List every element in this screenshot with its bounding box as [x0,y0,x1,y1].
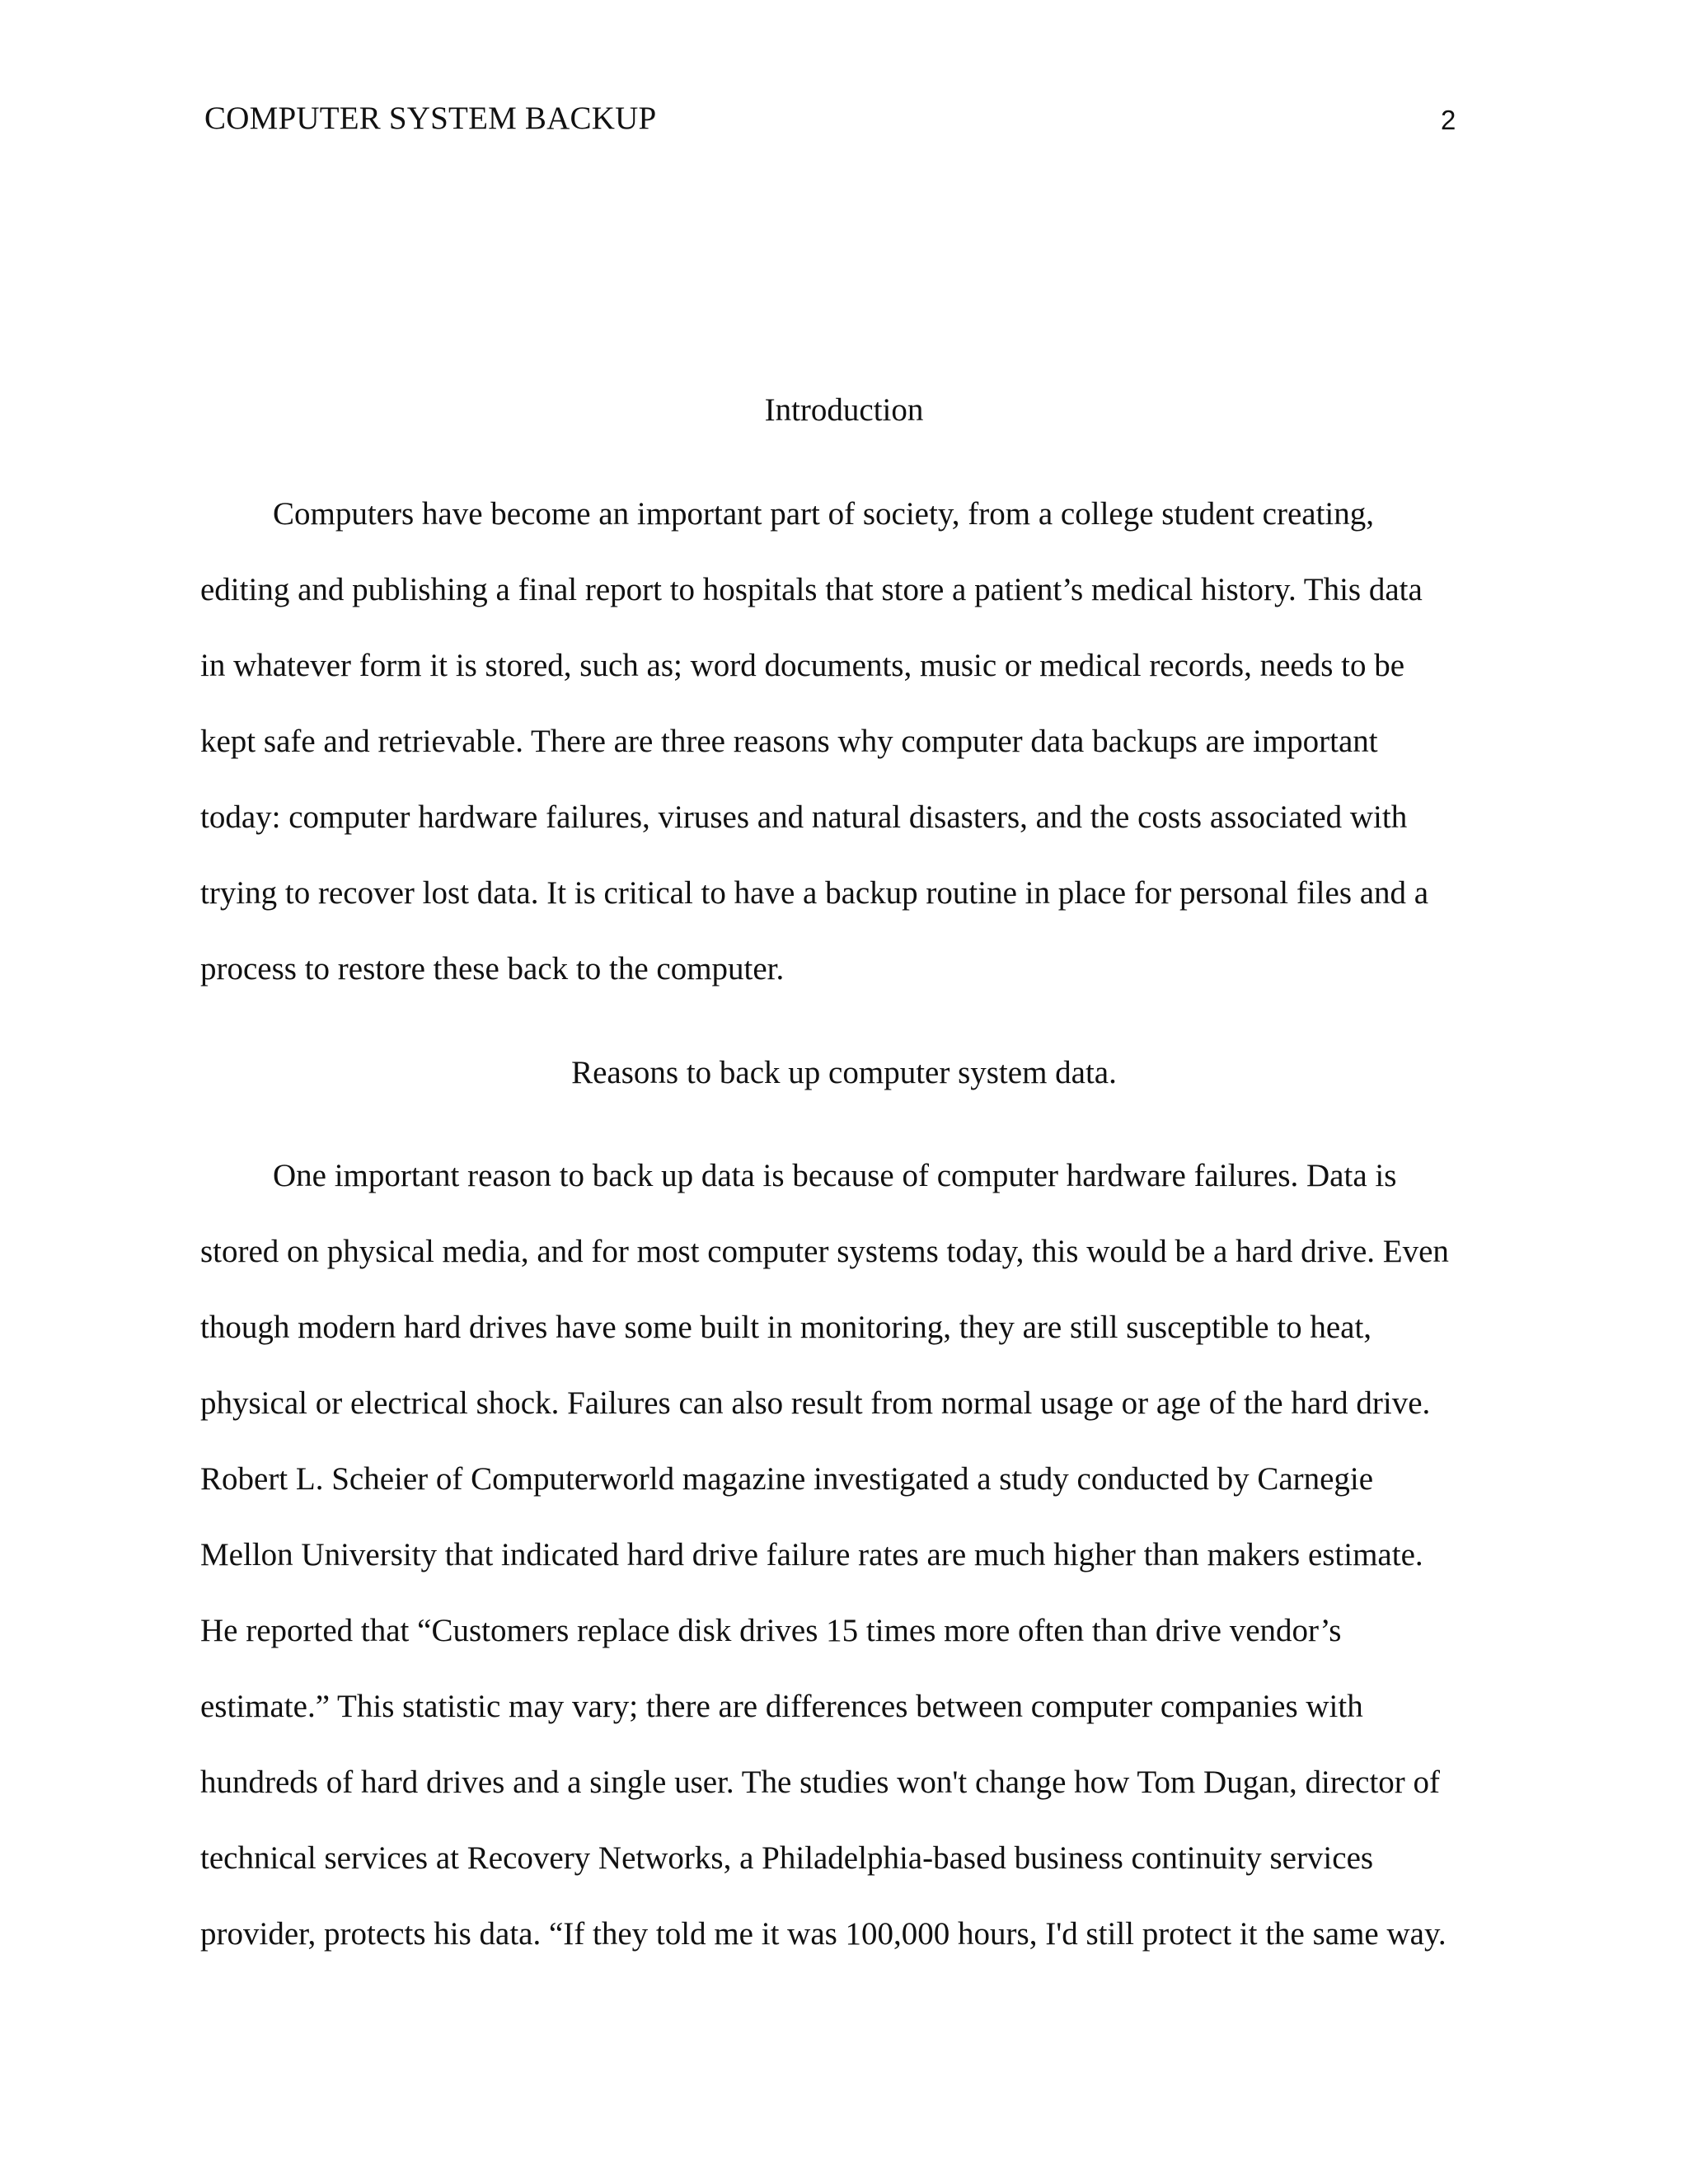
page-number: 2 [1441,105,1456,135]
section-heading-reasons: Reasons to back up computer system data. [571,1055,1117,1090]
text-line: process to restore these back to the computer. [200,951,785,987]
text-line: Mellon University that indicated hard drive failure rates are much higher than makers estimate. [200,1537,1423,1572]
text-line: Computers have become an important part of society, from a college student creating, [273,496,1375,532]
text-line: One important reason to back up data is because of computer hardware failures. Data is [273,1158,1397,1193]
text-line: trying to recover lost data. It is critical to have a backup routine in place for personal files and a [200,875,1429,911]
text-line: He reported that “Customers replace disk drives 15 times more often than drive vendor’s [200,1613,1342,1648]
text-line: technical services at Recovery Networks, a Philadelphia-based business continuity services [200,1840,1374,1876]
paragraph-reasons [200,1156,1486,1990]
text-line: stored on physical media, and for most computer systems today, this would be a hard drive. Even [200,1234,1449,1269]
running-head: COMPUTER SYSTEM BACKUP [204,101,657,136]
text-line: editing and publishing a final report to hospitals that store a patient’s medical history. This data [200,572,1423,607]
text-line: kept safe and retrievable. There are three reasons why computer data backups are important [200,724,1378,759]
paragraph-introduction [200,494,1486,1025]
text-line: Robert L. Scheier of Computerworld magazine investigated a study conducted by Carnegie [200,1461,1374,1497]
section-heading-introduction: Introduction [764,392,924,428]
text-line: hundreds of hard drives and a single user. The studies won't change how Tom Dugan, director of [200,1765,1441,1800]
text-line: provider, protects his data. “If they told me it was 100,000 hours, I'd still protect it the same way. [200,1916,1447,1952]
text-line: in whatever form it is stored, such as; word documents, music or medical records, needs to be [200,648,1405,683]
text-line: though modern hard drives have some built in monitoring, they are still susceptible to heat, [200,1310,1372,1345]
text-line: estimate.” This statistic may vary; there are differences between computer companies with [200,1689,1363,1724]
text-line: today: computer hardware failures, viruses and natural disasters, and the costs associated with [200,799,1408,835]
text-line: physical or electrical shock. Failures can also result from normal usage or age of the hard drive. [200,1385,1431,1421]
